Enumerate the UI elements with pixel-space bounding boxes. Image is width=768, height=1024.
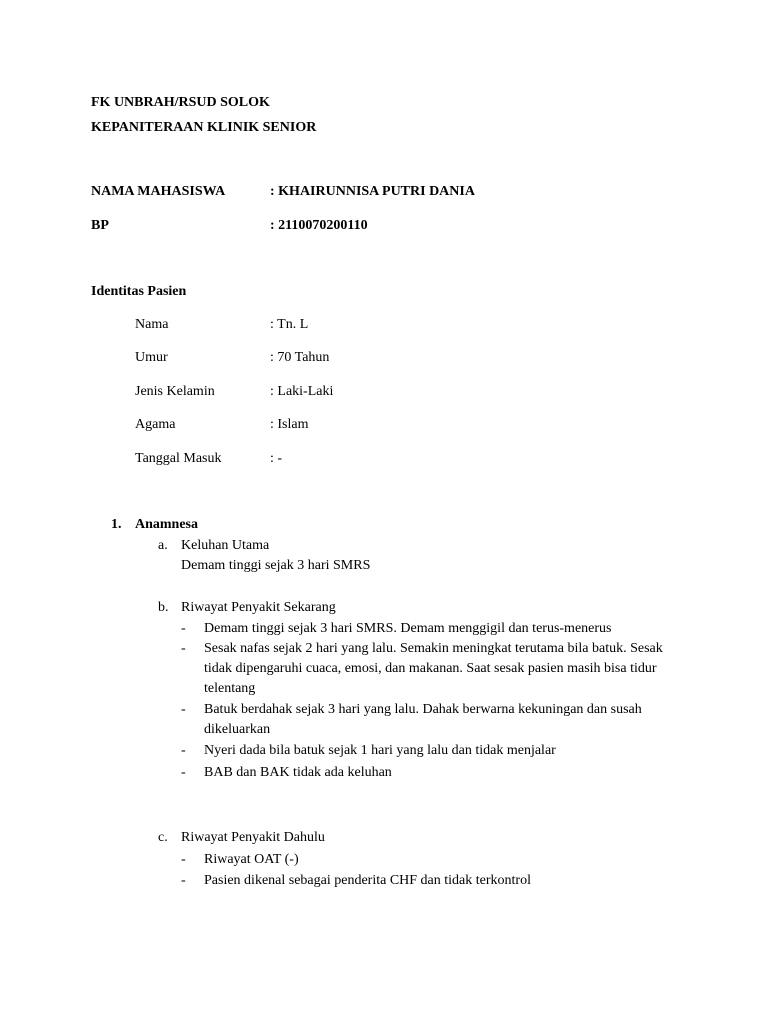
program-title: KEPANITERAAN KLINIK SENIOR [91,120,317,135]
patient-field-value: : Tn. L [270,317,309,332]
patient-field-value: : Islam [270,417,309,432]
bullet-dash: - [181,621,186,636]
bullet-dash: - [181,765,186,780]
bullet-dash: - [181,743,186,758]
institution-title: FK UNBRAH/RSUD SOLOK [91,95,270,110]
subsection-title: Riwayat Penyakit Sekarang [181,600,336,615]
list-item-text: Pasien dikenal sebagai penderita CHF dan tidak terkontrol [204,873,531,888]
patient-field-value: : - [270,451,283,466]
subsection-title: Riwayat Penyakit Dahulu [181,830,325,845]
patient-field-label: Nama [135,317,169,332]
chief-complaint-text: Demam tinggi sejak 3 hari SMRS [181,558,371,573]
list-item-text: Demam tinggi sejak 3 hari SMRS. Demam menggigil dan terus-menerus [204,621,612,636]
patient-field-value: : 70 Tahun [270,350,330,365]
patient-heading: Identitas Pasien [91,284,187,299]
list-item-text: Riwayat OAT (-) [204,852,299,867]
list-item-text: BAB dan BAK tidak ada keluhan [204,765,392,780]
bullet-dash: - [181,873,186,888]
patient-field-label: Tanggal Masuk [135,451,222,466]
list-item-text: Nyeri dada bila batuk sejak 1 hari yang lalu dan tidak menjalar [204,743,556,758]
bullet-dash: - [181,702,186,717]
student-name-label: NAMA MAHASISWA [91,184,226,199]
patient-field-label: Jenis Kelamin [135,384,215,399]
list-item-text: Sesak nafas sejak 2 hari yang lalu. Semakin meningkat terutama bila batuk. Sesak tidak dipengaruhi cuaca, emosi, dan makanan. Saat sesak pasien masih bisa tidur telentang [204,641,663,696]
section-number: 1. [111,517,122,532]
student-name-value: : KHAIRUNNISA PUTRI DANIA [270,184,475,199]
patient-field-value: : Laki-Laki [270,384,334,399]
list-item-text: Batuk berdahak sejak 3 hari yang lalu. Dahak berwarna kekuningan dan susah dikeluarkan [204,702,642,737]
subsection-marker: c. [158,830,168,845]
subsection-marker: b. [158,600,169,615]
subsection-title: Keluhan Utama [181,538,270,553]
bullet-dash: - [181,641,186,656]
subsection-marker: a. [158,538,168,553]
patient-field-label: Umur [135,350,168,365]
student-bp-label: BP [91,218,109,233]
student-bp-value: : 2110070200110 [270,218,368,233]
patient-field-label: Agama [135,417,176,432]
section-title: Anamnesa [135,517,199,532]
bullet-dash: - [181,852,186,867]
